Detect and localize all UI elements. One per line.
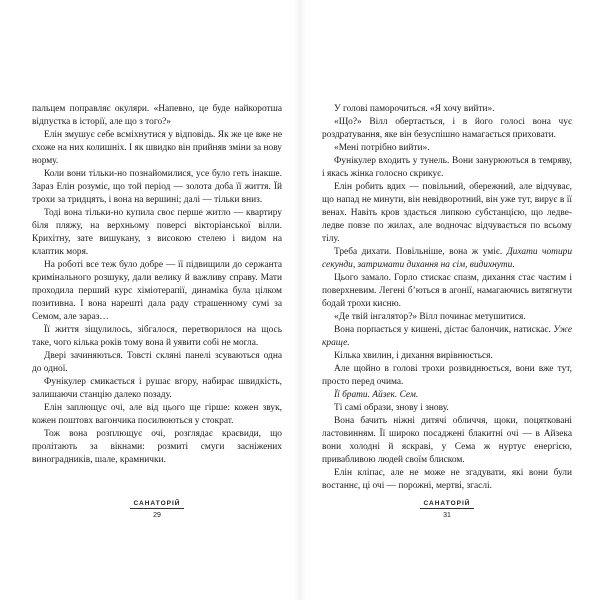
paragraph-text: Вона порпається у кишені, дістає балончик, натискає. bbox=[334, 325, 551, 335]
right-page-footer bbox=[322, 492, 572, 519]
right-page bbox=[300, 0, 600, 600]
paragraph: «Де твій інгалятор?» Вілл починає метушитися. bbox=[334, 312, 526, 322]
italic-phrase: Її брати. Айзек. Сем. bbox=[334, 390, 419, 400]
running-title: САНАТОРІЙ bbox=[130, 500, 185, 509]
paragraph: Ті самі образи, знову і знову. bbox=[334, 403, 449, 413]
paragraph: На роботі все теж було добре — її підвищили до сержанта кримінального розшуку, дали велику й важливу справу. Мати проходила перший курс хіміотерапії, динаміка була цілком позитивна. І вона нарешті дала раду страшенному сумі за Семом, але зараз… bbox=[32, 260, 282, 322]
paragraph: У голові паморочиться. «Я хочу вийти». bbox=[334, 104, 495, 114]
paragraph: Але щойно в голові трохи розвиднюється, вони вже тут, просто перед очима. bbox=[322, 364, 572, 387]
paragraph: «Мені потрібно вийти». bbox=[334, 143, 430, 153]
paragraph: Елін кліпає, але не може не згадувати, які вони були востаннє, ці очі — порожні, мертві, згаслі. bbox=[322, 468, 572, 491]
paragraph bbox=[322, 389, 572, 402]
paragraph: Фунікулер входить у тунель. Вони занурюються в темряву, і якась жінка голосно скрикує. bbox=[322, 156, 572, 179]
paragraph: Її життя зіщулилось, зібгалося, перетворилося на щось таке, чого кілька років тому вона й уявити собі не могла. bbox=[32, 325, 282, 348]
right-page-text bbox=[322, 103, 572, 493]
running-title: САНАТОРІЙ bbox=[420, 500, 475, 509]
paragraph bbox=[322, 324, 572, 350]
paragraph: Коли вони тільки-но познайомилися, усе було геть інакше. Зараз Елін розуміє, що той період — золота доба її життя. Їй трохи за тридцять, і вона на вершині; далі — тільки вниз. bbox=[32, 169, 282, 205]
paragraph: Тоді вона тільки-но купила своє перше житло — квартиру біля пляжу, на верхньому поверсі вікторіанської вілли. Крихітну, зате вишукану, з високою стелею і видом на клаптик моря. bbox=[32, 208, 282, 257]
paragraph bbox=[322, 246, 572, 272]
left-page-text bbox=[32, 103, 282, 467]
italic-phrase: Дихати чотири секунди, затримати дихання на сім, видихнути. bbox=[322, 247, 573, 270]
left-page-footer bbox=[32, 492, 282, 519]
paragraph: пальцем поправляє окуляри. «Напевно, це буде найкоротша відпустка в історії, але що з того?» bbox=[32, 104, 282, 127]
paragraph: «Що?» Вілл обертається, і в його голосі вона чує роздратування, яке він безуспішно намагається приховати. bbox=[322, 117, 572, 140]
italic-phrase: Уже краще. bbox=[322, 325, 572, 348]
paragraph: Цього замало. Горло стискає спазм, дихання стає частим і поверхневим. Легені б’ються в агонії, намагаючись витягнути бодай трохи кисню. bbox=[322, 273, 572, 309]
paragraph: Кілька хвилин, і дихання вирівнюється. bbox=[334, 351, 493, 361]
paragraph: Елін заплющує очі, але від цього ще гірше: кожен звук, кожен поштовх вагончика посилюються у стократ. bbox=[32, 403, 282, 426]
paragraph: Двері зачиняються. Товсті скляні панелі зсуваються одна до одної. bbox=[32, 351, 282, 374]
paragraph: Елін робить вдих — повільний, обережний, але відчуває, що напад не минути, він невідворотний, він уже тут, вирує в її венах. Навіть кров здається липкою субстанцією, що ледве-ледве повзе по жилах, але водночас відчувається по всьому тілу. bbox=[322, 182, 572, 244]
paragraph-text: Треба дихати. Повільніше, вона ж уміє. bbox=[334, 247, 503, 257]
page-number: 29 bbox=[153, 512, 161, 519]
page-number: 31 bbox=[443, 512, 451, 519]
paragraph: Вона бачить ніжні дитячі обличчя, щоки, поцятковані ластовинням. Її широко посаджені блакитні очі — в Айзека вони холодні й яскраві, у Сема ж нуртує енергією, привабливою людей своїм блиском. bbox=[322, 416, 572, 465]
paragraph: Тож вона розплющує очі, розглядає краєвиди, що пролітають за вікнами: розмиті смуги засніжених виноградників, шале, крамнички. bbox=[32, 429, 282, 465]
paragraph: Фунікулер смикається і рушає вгору, набирає швидкість, залишаючи станцію далеко позаду. bbox=[32, 377, 282, 400]
paragraph: Елін змушує себе всміхнутися у відповідь. Як же це вже не схоже на них колишніх. І як швидко він прийняв зміни за нову норму. bbox=[32, 130, 282, 166]
